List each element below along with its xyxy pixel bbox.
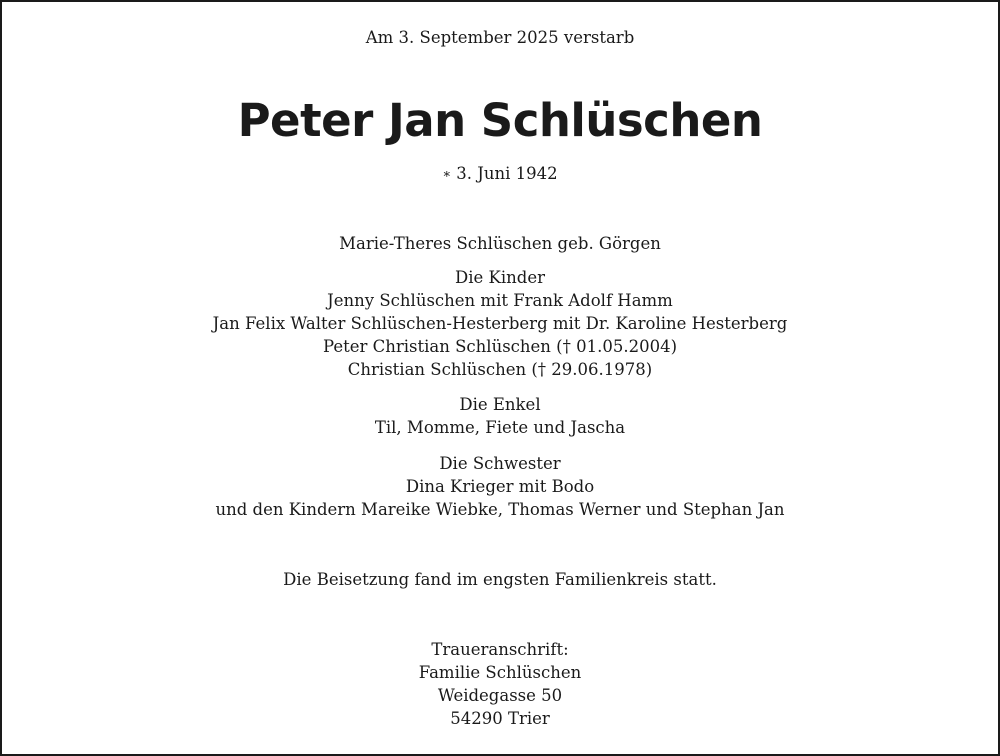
- children-section: [2, 266, 998, 381]
- children-heading: Die Kinder: [455, 268, 545, 287]
- address-street: Weidegasse 50: [437, 686, 563, 705]
- child-line: Jenny Schlüschen mit Frank Adolf Hamm: [327, 291, 673, 310]
- child-line: Christian Schlüschen († 29.06.1978): [347, 360, 653, 379]
- child-line: Jan Felix Walter Schlüschen-Hesterberg mit Dr. Karoline Hesterberg: [212, 314, 788, 333]
- grandchildren-heading: Die Enkel: [459, 395, 541, 414]
- grandchildren-section: [2, 393, 998, 439]
- birth-date: 3. Juni 1942: [456, 164, 558, 183]
- deceased-name: Peter Jan Schlüschen: [237, 94, 763, 147]
- sister-line: und den Kindern Mareike Wiebke, Thomas Werner und Stephan Jan: [215, 500, 785, 519]
- mourning-address: [2, 638, 998, 730]
- grandchildren-line: Til, Momme, Fiete und Jascha: [374, 418, 626, 437]
- birth-star-icon: ∗: [442, 167, 452, 182]
- spouse-name: Marie-Theres Schlüschen geb. Görgen: [339, 234, 661, 253]
- sister-section: [2, 452, 998, 521]
- death-announcement: Am 3. September 2025 verstarb: [365, 28, 635, 47]
- address-city: 54290 Trier: [450, 709, 550, 728]
- child-line: Peter Christian Schlüschen († 01.05.2004): [322, 337, 678, 356]
- sister-heading: Die Schwester: [439, 454, 561, 473]
- address-heading: Traueranschrift:: [431, 640, 569, 659]
- sister-line: Dina Krieger mit Bodo: [405, 477, 595, 496]
- birth-line: [2, 162, 998, 186]
- burial-note: Die Beisetzung fand im engsten Familienkreis statt.: [283, 570, 717, 589]
- address-family: Familie Schlüschen: [418, 663, 582, 682]
